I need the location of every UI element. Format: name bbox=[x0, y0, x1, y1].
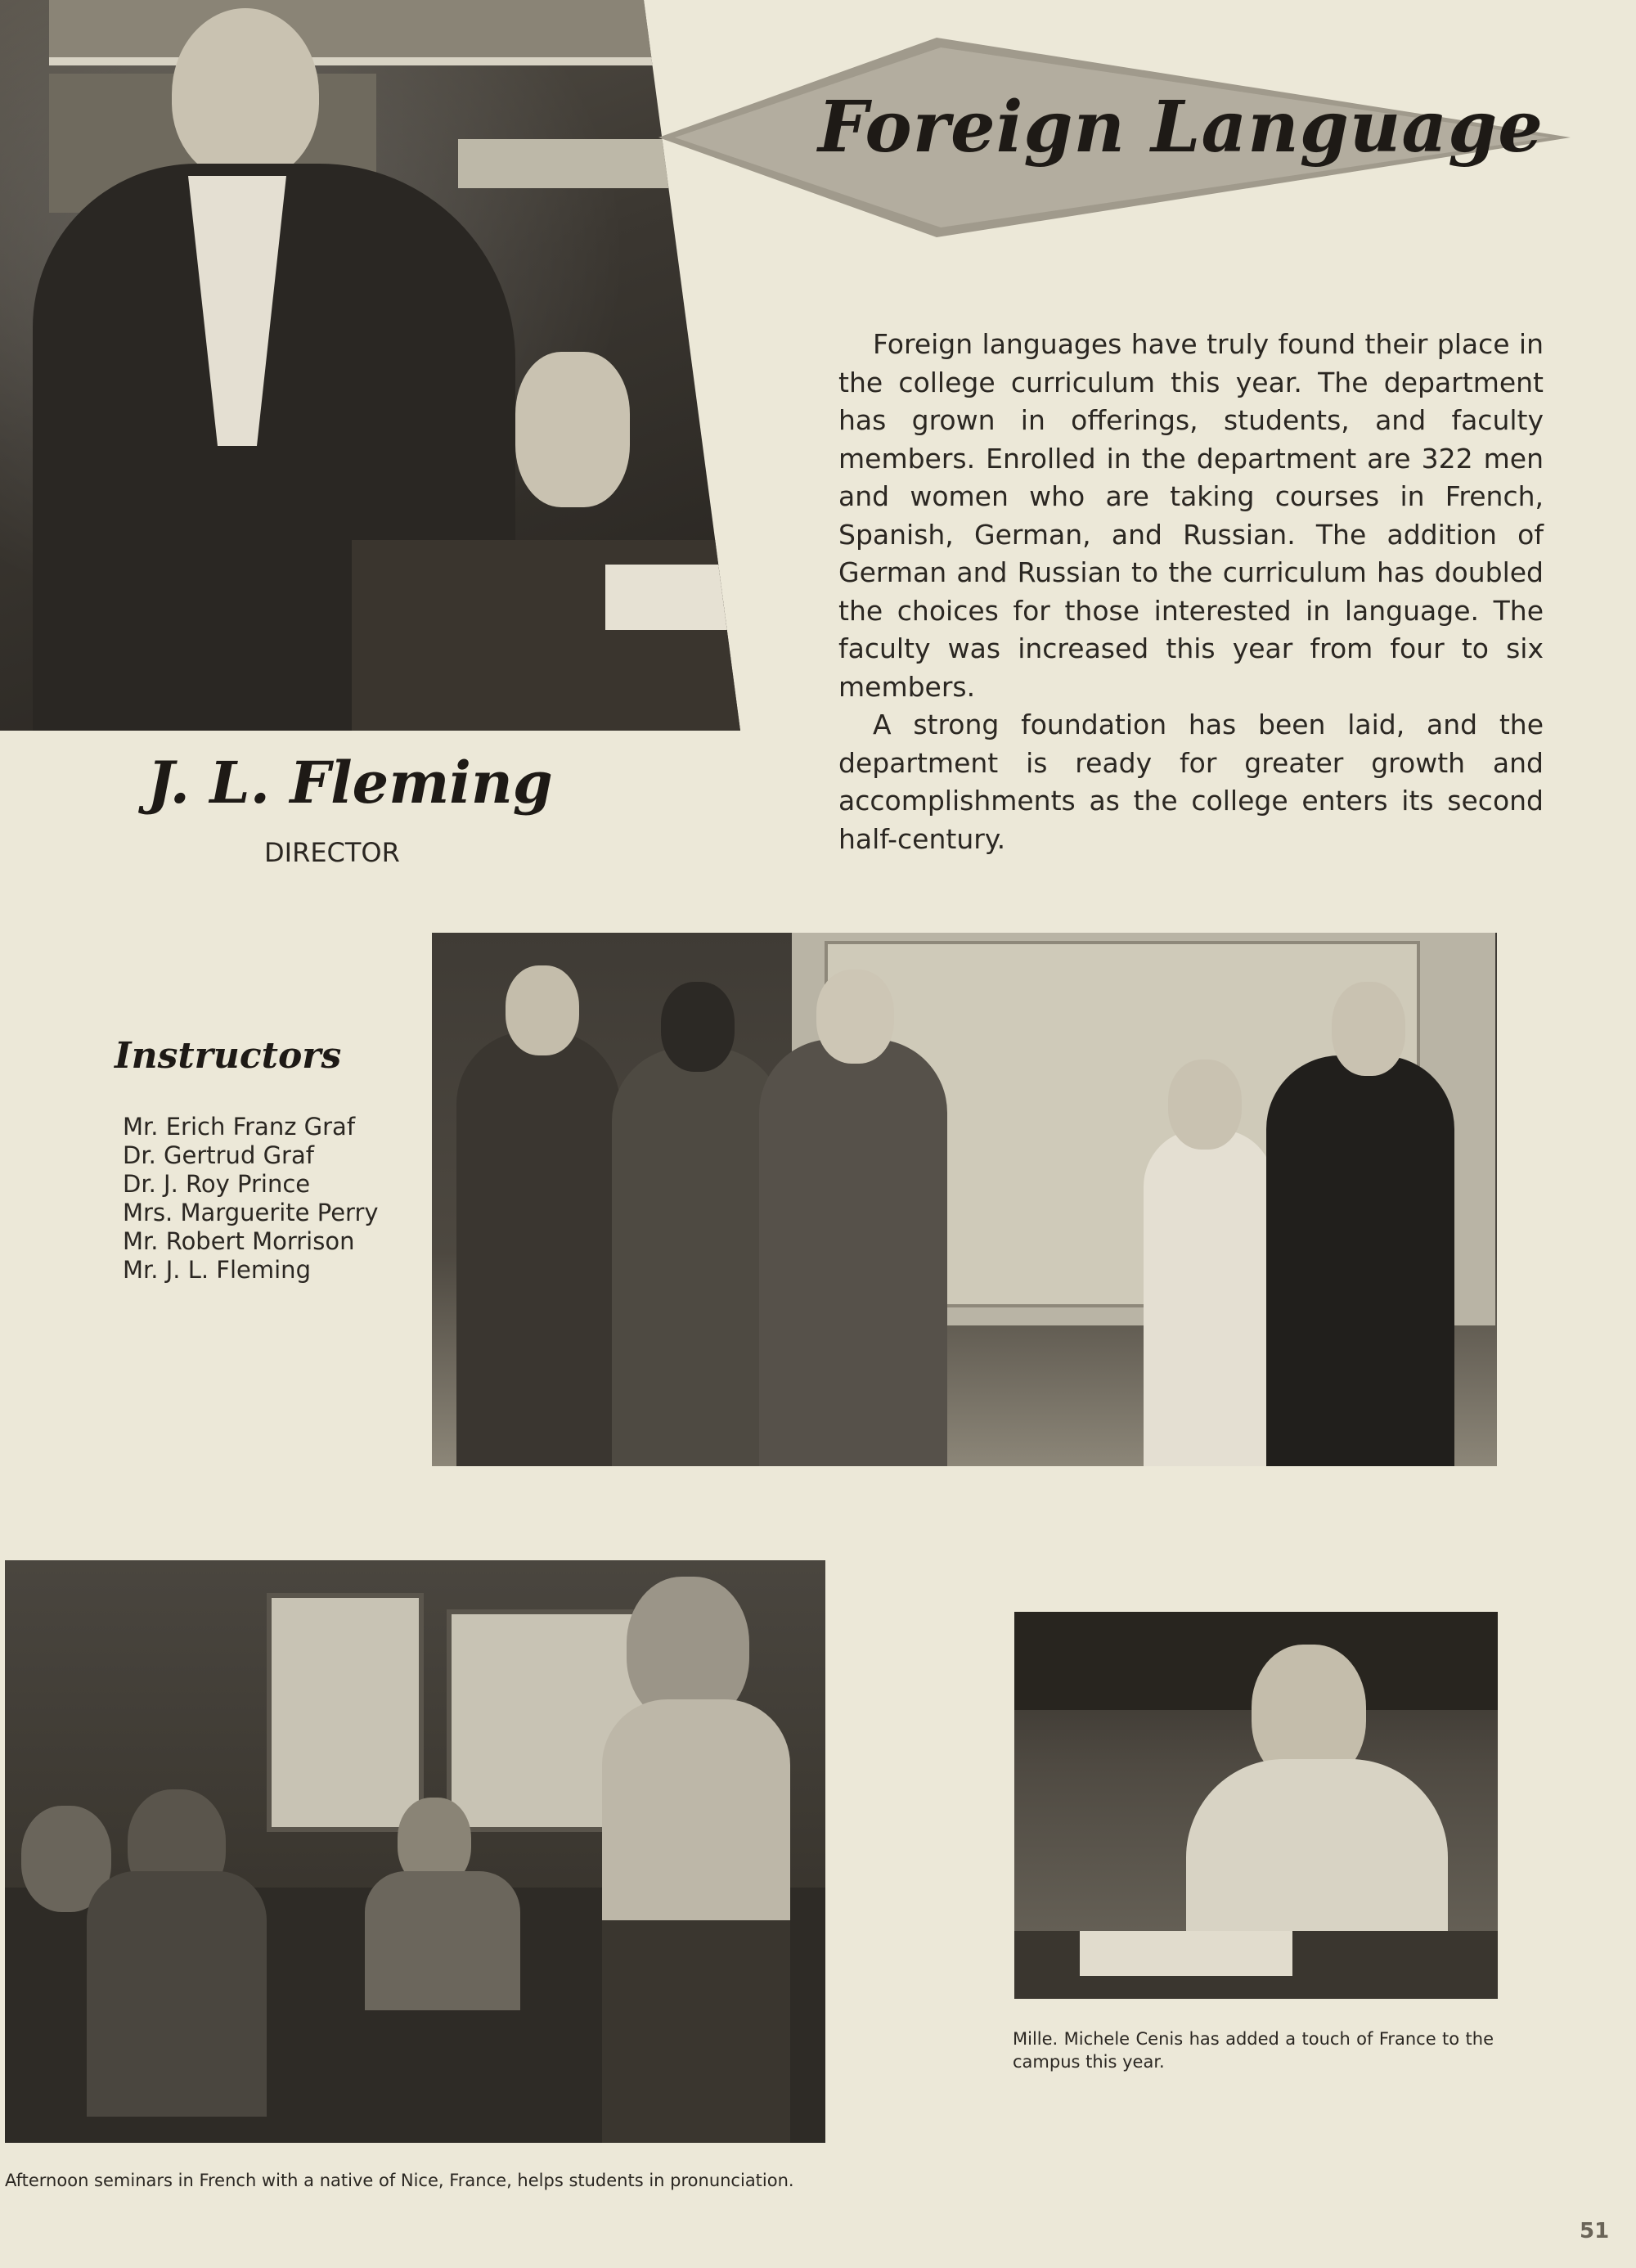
director-title: DIRECTOR bbox=[264, 837, 400, 868]
instructor-name: Dr. J. Roy Prince bbox=[123, 1170, 311, 1198]
director-portrait-photo bbox=[0, 0, 740, 731]
intro-paragraph: A strong foundation has been laid, and the department is ready for greater growth and accomplishments as the college enters its second half-century. bbox=[838, 709, 1544, 855]
intro-text bbox=[838, 326, 1544, 858]
instructor-name: Mr. Erich Franz Graf bbox=[123, 1113, 356, 1141]
seminar-caption: Afternoon seminars in French with a native of Nice, France, helps students in pronunciation. bbox=[5, 2171, 794, 2190]
page-number: 51 bbox=[1580, 2219, 1610, 2243]
director-name: J. L. Fleming bbox=[147, 749, 553, 817]
instructors-list bbox=[123, 1113, 379, 1285]
instructor-name: Dr. Gertrud Graf bbox=[123, 1141, 314, 1169]
intro-paragraph: Foreign languages have truly found their place in the college curriculum this year. The department has grown in offerings, students, and faculty members. Enrolled in the department are 322 men and women who are taking courses in French, Spanish, German, and Russian. The addition of German and Russian to the curriculum has doubled the choices for those interested in language. The faculty was increased this year from four to six members. bbox=[838, 328, 1544, 703]
instructors-heading: Instructors bbox=[115, 1035, 342, 1077]
instructor-name: Mr. Robert Morrison bbox=[123, 1227, 355, 1255]
faculty-group-photo bbox=[432, 933, 1497, 1466]
instructor-name: Mrs. Marguerite Perry bbox=[123, 1199, 379, 1226]
seminar-classroom-photo bbox=[5, 1560, 825, 2143]
cenis-portrait-photo bbox=[1014, 1612, 1498, 1999]
page-title: Foreign Language bbox=[818, 86, 1544, 169]
instructor-name: Mr. J. L. Fleming bbox=[123, 1256, 311, 1284]
cenis-caption: Mille. Michele Cenis has added a touch of France to the campus this year. bbox=[1013, 2029, 1494, 2072]
